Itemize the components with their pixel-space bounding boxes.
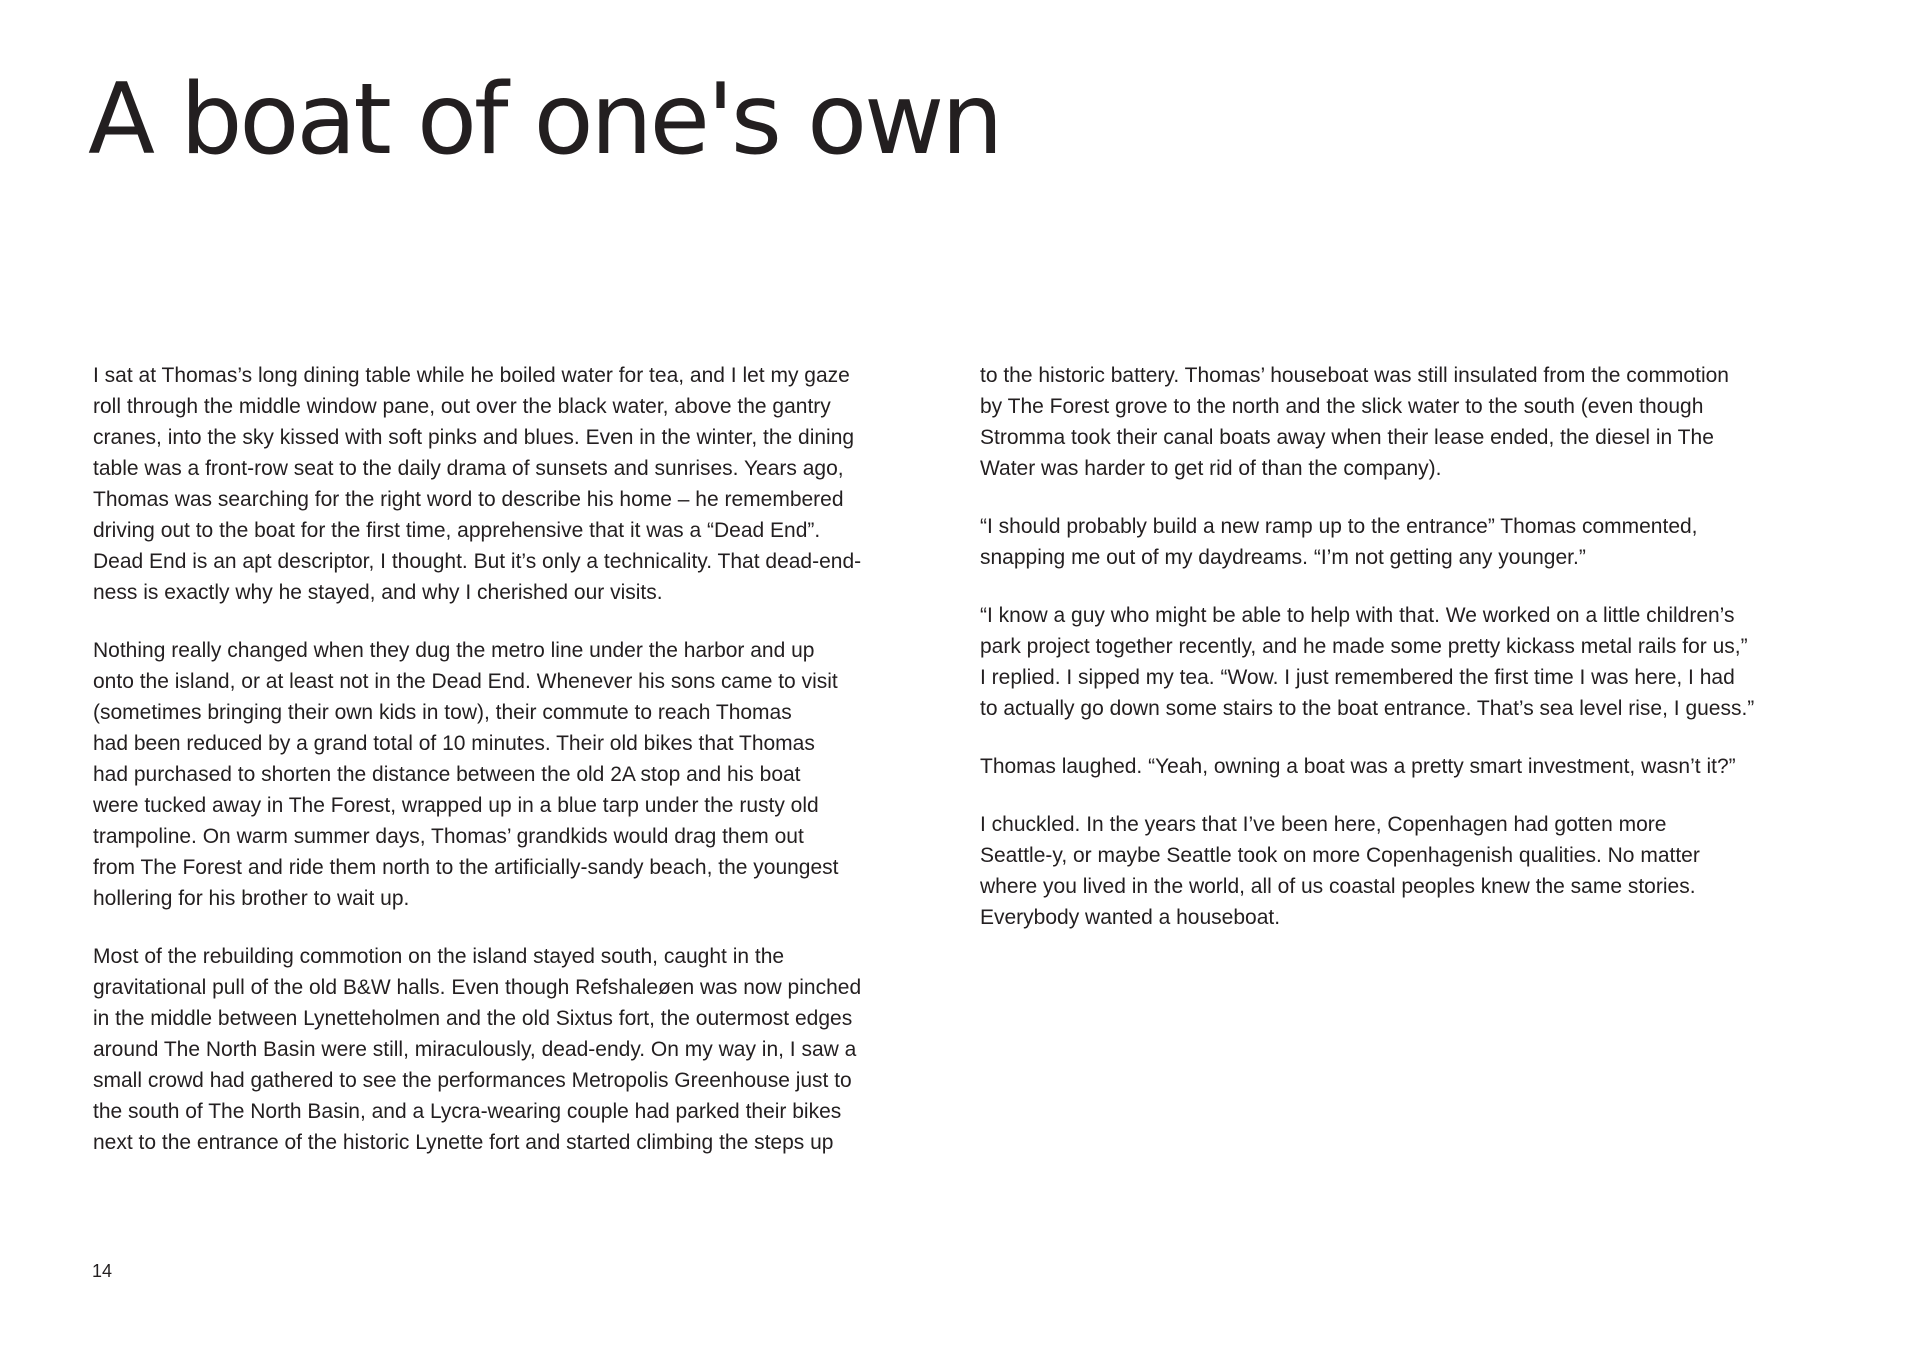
body-paragraph: to the historic battery. Thomas’ houseboat was still insulated from the commotion by The Forest grove to the north and the slick water to the south (even though Stromma took their canal boats away when their lease ended, the diesel in The Water was harder to get rid of than the company). bbox=[980, 364, 1729, 480]
body-paragraph: I sat at Thomas’s long dining table while he boiled water for tea, and I let my gaze roll through the middle window pane, out over the black water, above the gantry cranes, into the sky kissed with soft pinks and blues. Even in the winter, the dining table was a front-row seat to the daily drama of sunsets and sunrises. Years ago, Thomas was searching for the right word to describe his home – he remembered driving out to the boat for the first time, apprehensive that it was a “Dead End”. Dead End is an apt descriptor, I thought. But it’s only a technicality. That dead-end- ness is exactly why he stayed, and why I cherished our visits. bbox=[93, 364, 862, 604]
right-text-column bbox=[980, 360, 1840, 960]
body-paragraph: “I know a guy who might be able to help with that. We worked on a little children’s park project together recently, and he made some pretty kickass metal rails for us,” I replied. I sipped my tea. “Wow. I just remembered the first time I was here, I had to actually go down some stairs to the boat entrance. That’s sea level rise, I guess.” bbox=[980, 604, 1755, 720]
body-paragraph: “I should probably build a new ramp up to the entrance” Thomas commented, snapping me out of my daydreams. “I’m not getting any younger.” bbox=[980, 515, 1698, 569]
body-paragraph: Nothing really changed when they dug the metro line under the harbor and up onto the island, or at least not in the Dead End. Whenever his sons came to visit (sometimes bringing their own kids in tow), their commute to reach Thomas had been reduced by a grand total of 10 minutes. Their old bikes that Thomas had purchased to shorten the distance between the old 2A stop and his boat were tucked away in The Forest, wrapped up in a blue tarp under the rusty old trampoline. On warm summer days, Thomas’ grandkids would drag them out from The Forest and ride them north to the artificially-sandy beach, the youngest hollering for his brother to wait up. bbox=[93, 639, 839, 910]
left-text-column bbox=[93, 360, 963, 1185]
page-title: A boat of one's own bbox=[88, 63, 1001, 177]
body-paragraph: Most of the rebuilding commotion on the island stayed south, caught in the gravitational pull of the old B&W halls. Even though Refshaleøen was now pinched in the middle between Lynetteholmen and the old Sixtus fort, the outermost edges around The North Basin were still, miraculously, dead-endy. On my way in, I saw a small crowd had gathered to see the performances Metropolis Greenhouse just to the south of The North Basin, and a Lycra-wearing couple had parked their bikes next to the entrance of the historic Lynette fort and started climbing the steps up bbox=[93, 945, 862, 1154]
page-number: 14 bbox=[92, 1261, 113, 1281]
body-paragraph: Thomas laughed. “Yeah, owning a boat was a pretty smart investment, wasn’t it?” bbox=[980, 755, 1736, 778]
body-paragraph: I chuckled. In the years that I’ve been here, Copenhagen had gotten more Seattle-y, or maybe Seattle took on more Copenhagenish qualities. No matter where you lived in the world, all of us coastal peoples knew the same stories. Everybody wanted a houseboat. bbox=[980, 813, 1700, 929]
